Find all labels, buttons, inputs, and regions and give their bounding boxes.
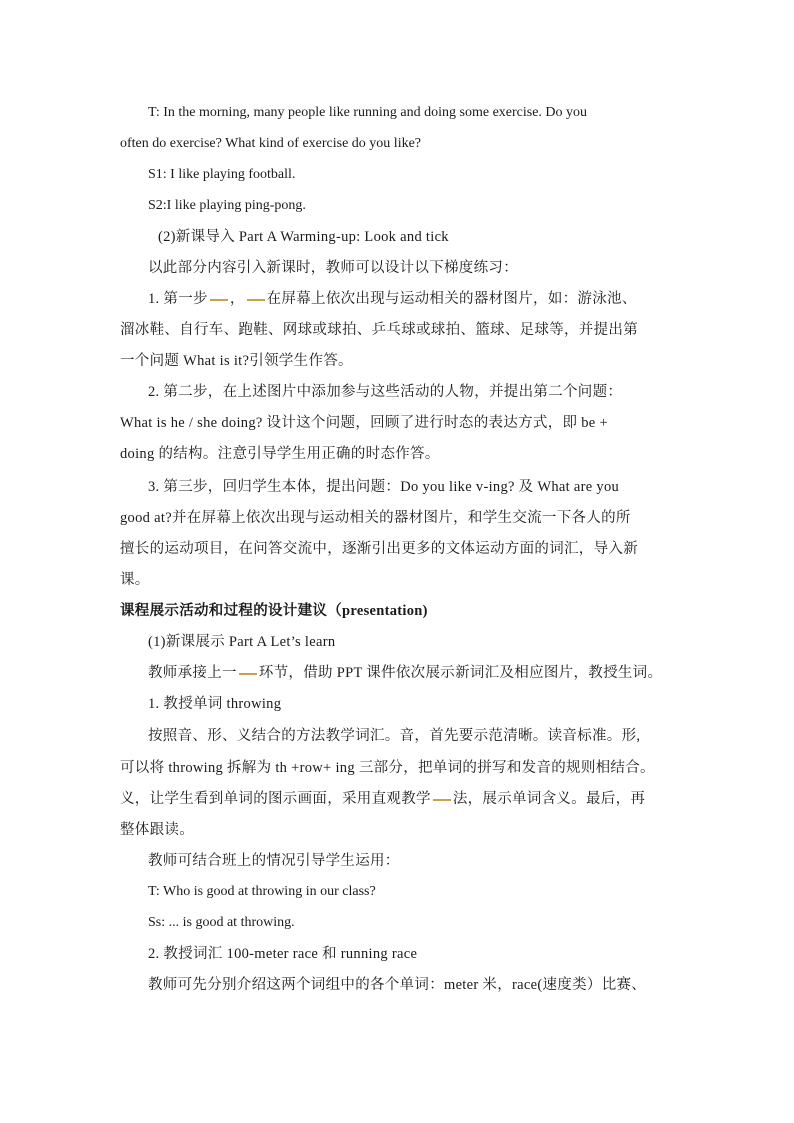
line-3: S1: I like playing football. [148, 167, 296, 182]
line-7-part-3: 在屏幕上依次出现与运动相关的器材图片，如：游泳池、 [266, 291, 637, 307]
line-2: often do exercise? What kind of exercise do you like? [120, 136, 422, 151]
line-22: 可以将 throwing 拆解为 th +row+ ing 三部分，把单词的拼写和发音的规则相结合。 [120, 760, 655, 776]
line-13: 3. 第三步，回归学生本体，提出问题：Do you like v-ing? 及 What are you [148, 479, 620, 495]
line-9: 一个问题 What is it?引领学生作答。 [120, 353, 353, 369]
line-21: 按照音、形、义结合的方法教学词汇。音，首先要示范清晰。读音标准。形, [148, 728, 641, 744]
line-5: (2)新课导入 Part A Warming-up: Look and tick [158, 229, 449, 245]
line-16: 课。 [120, 572, 150, 588]
line-8: 溜冰鞋、自行车、跑鞋、网球或球拍、乒乓球或球拍、篮球、足球等，并提出第 [120, 322, 638, 338]
line-23 [120, 789, 645, 809]
line-7-part-1: 1. 第一步 [148, 291, 208, 307]
line-23-part-1: 义，让学生看到单词的图示画面，采用直观教学 [120, 791, 431, 807]
line-4: S2:I like playing ping-pong. [148, 198, 306, 213]
blank-mark [210, 298, 228, 301]
line-10: 2. 第二步，在上述图片中添加参与这些活动的人物，并提出第二个问题： [148, 384, 623, 400]
line-19-part-1: 教师承接上一 [148, 665, 237, 681]
line-12: doing 的结构。注意引导学生用正确的时态作答。 [120, 446, 440, 462]
line-29: 教师可先分别介绍这两个词组中的各个单词：meter 米，race(速度类）比赛、 [148, 977, 647, 993]
line-6: 以此部分内容引入新课时，教师可以设计以下梯度练习： [148, 260, 518, 276]
line-19-part-2: 环节，借助 PPT 课件依次展示新词汇及相应图片，教授生词。 [258, 665, 663, 681]
line-20: 1. 教授单词 throwing [148, 696, 282, 712]
line-24: 整体跟读。 [120, 822, 194, 838]
line-23-part-2: 法，展示单词含义。最后，再 [452, 791, 646, 807]
line-7-part-2: ， [229, 291, 245, 307]
section-heading: 课程展示活动和过程的设计建议（presentation) [120, 603, 428, 619]
line-1: T: In the morning, many people like running and doing some exercise. Do you [148, 105, 588, 120]
line-14: good at?并在屏幕上依次出现与运动相关的器材图片，和学生交流一下各人的所 [120, 510, 631, 526]
line-7 [148, 289, 637, 309]
line-19 [148, 663, 662, 683]
blank-mark [239, 672, 257, 675]
line-15: 擅长的运动项目，在问答交流中，逐渐引出更多的文体运动方面的词汇，导入新 [120, 541, 638, 557]
line-11: What is he / she doing? 设计这个问题，回顾了进行时态的表达方式，即 be + [120, 415, 608, 431]
blank-mark [433, 798, 451, 801]
line-18: (1)新课展示 Part A Let’s learn [148, 634, 336, 650]
blank-mark [247, 298, 265, 301]
line-27: Ss: ... is good at throwing. [148, 915, 295, 930]
line-25: 教师可结合班上的情况引导学生运用： [148, 853, 400, 869]
line-26: T: Who is good at throwing in our class? [148, 884, 376, 899]
line-28: 2. 教授词汇 100-meter race 和 running race [148, 946, 418, 962]
